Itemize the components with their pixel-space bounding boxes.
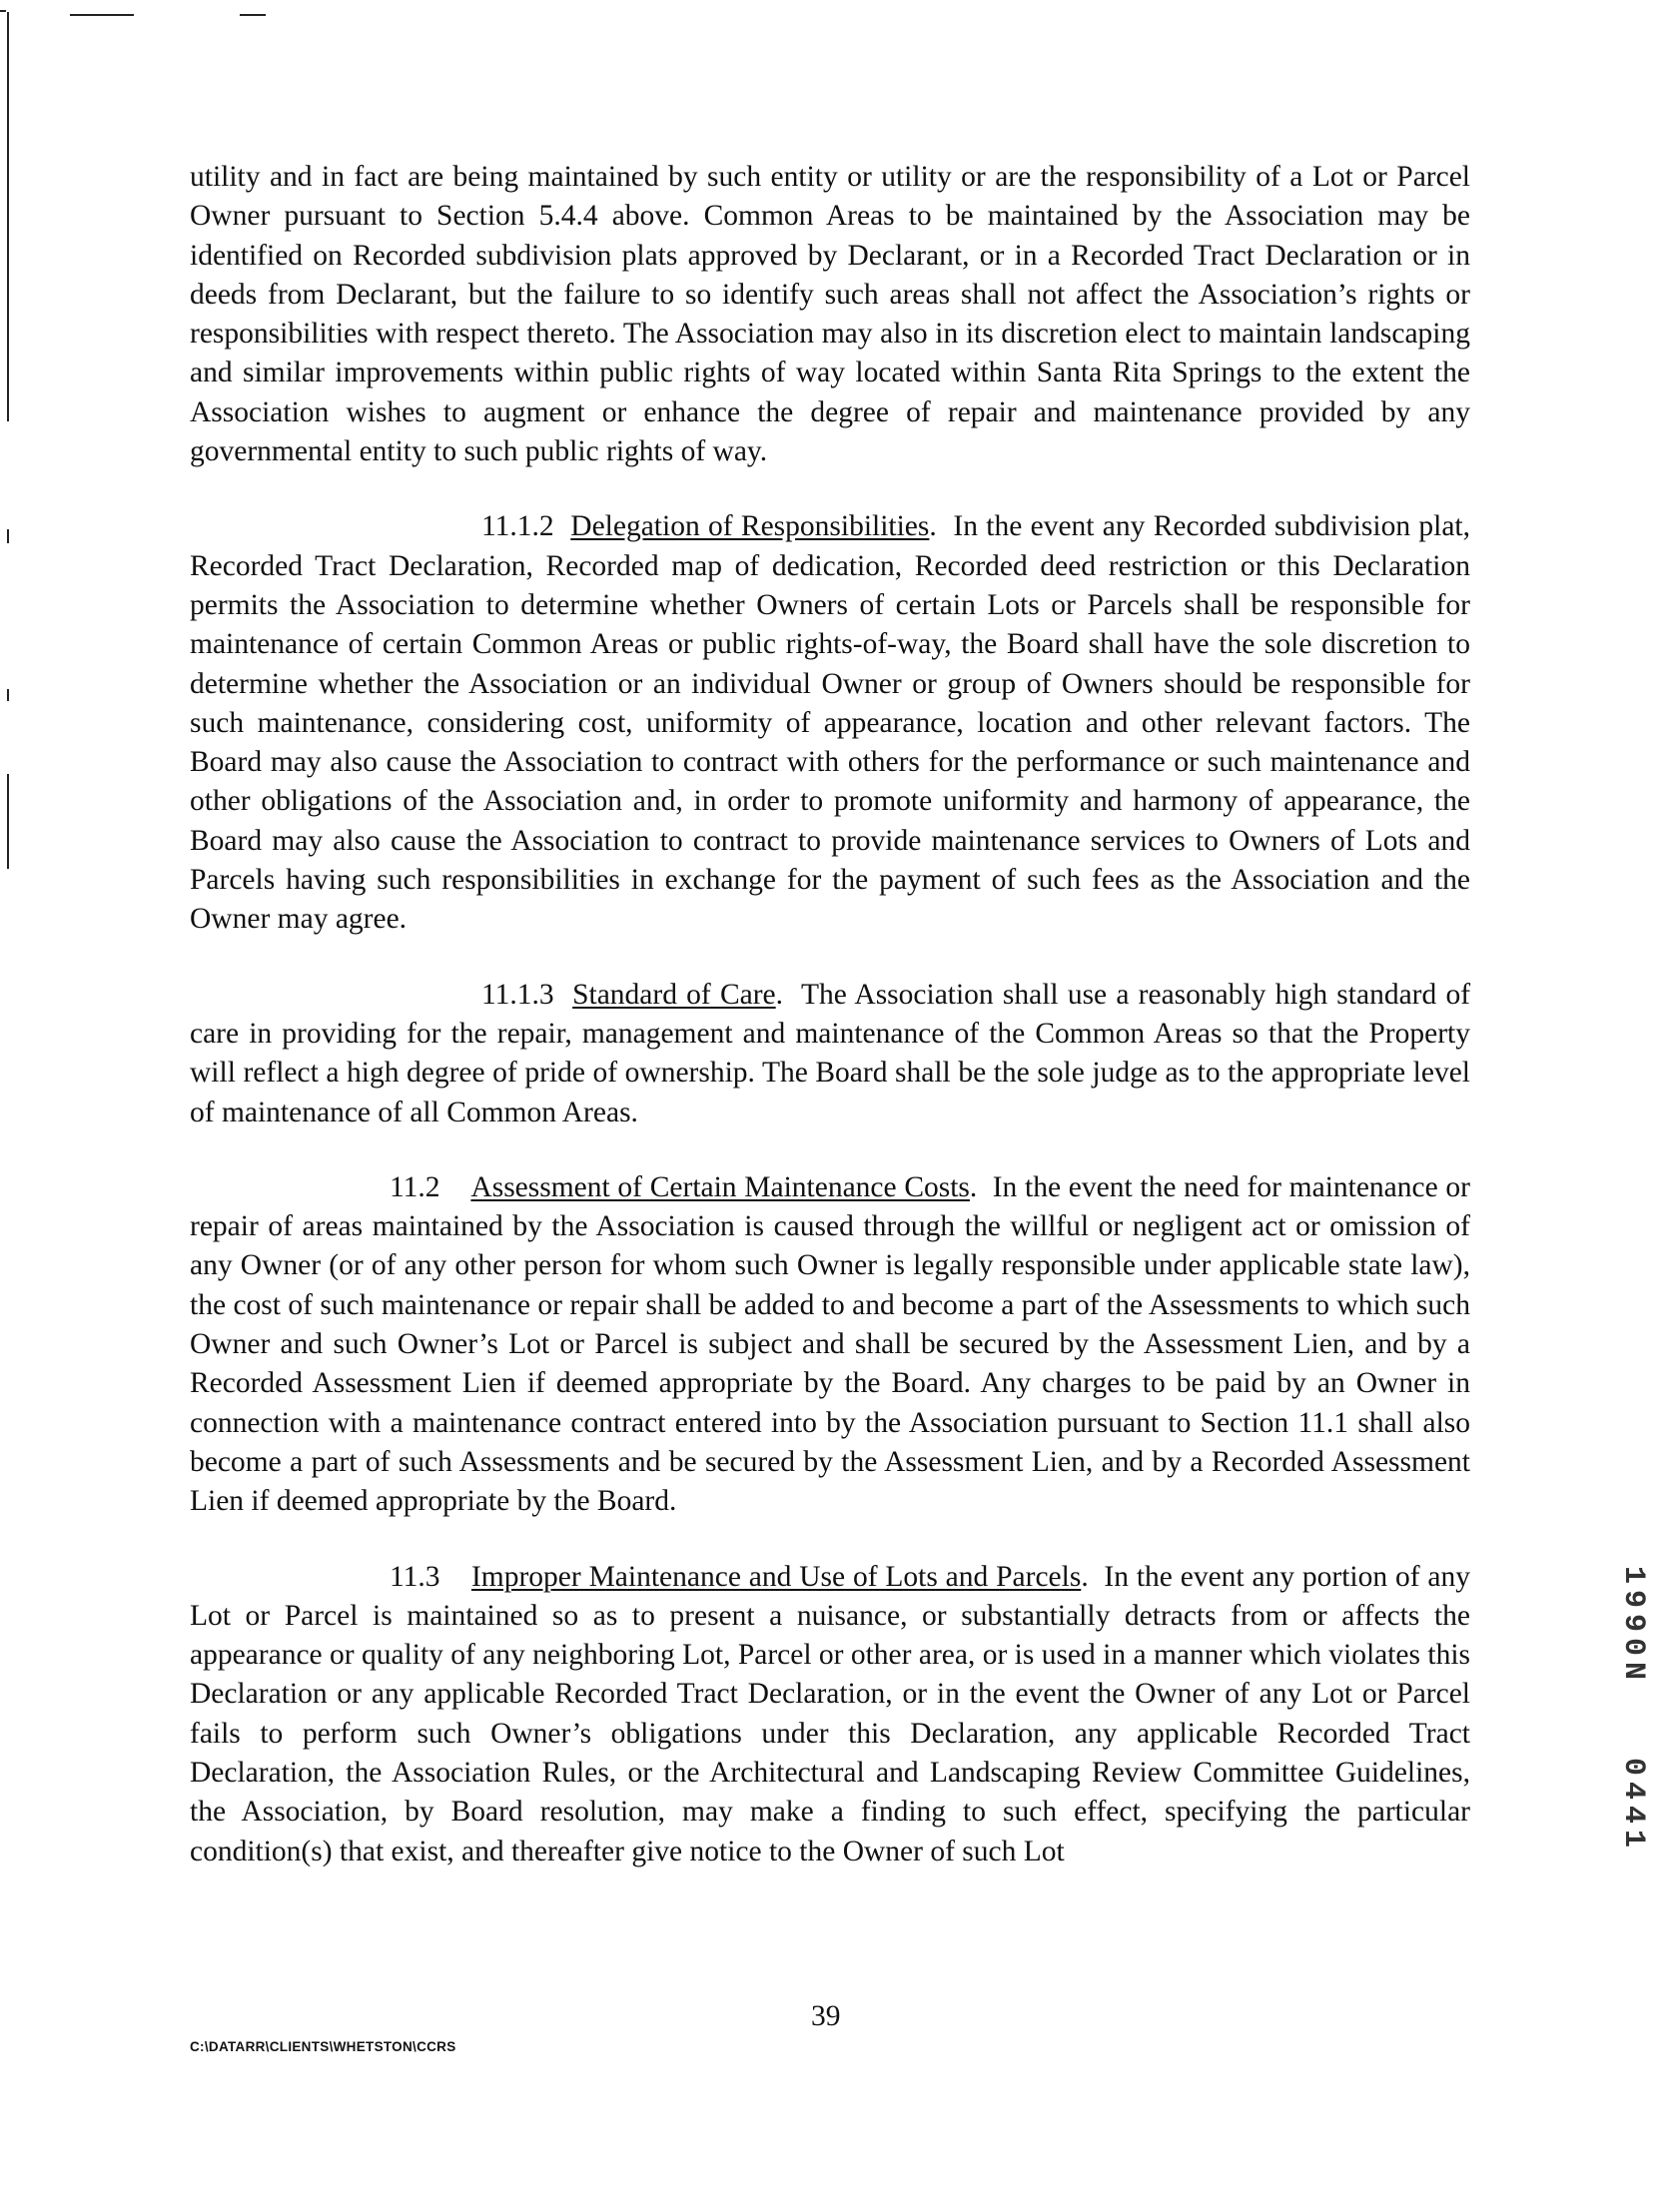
recording-stamp-lower: [1616, 1758, 1650, 1853]
scan-mark-top-dash-2: [240, 14, 266, 16]
scan-mark-left-tick-2: [7, 689, 9, 701]
file-path-footer: C:\DATARR\CLIENTS\WHETSTON\CCRS: [190, 2039, 456, 2054]
page-number: 39: [811, 2000, 841, 2032]
section-number: 11.2: [390, 1170, 440, 1203]
section-text: In the event the need for maintenance or repair of areas maintained by the Association is caused through the willful or negligent act or omission of any Owner (or of any other person for whom such Owner is legally responsible under applicable state law), the cost of such maintenance or repair shall be added to and become a part of the Assessments to which such Owner and such Owner’s Lot or Parcel is subject and shall be secured by the Assessment Lien, and by a Recorded Assessment Lien if deemed appropriate by the Board. Any charges to be paid by an Owner in connection with a maintenance contract entered into by the Association pursuant to Section 11.1 shall also become a part of such Assessments and be secured by the Assessment Lien, and by a Recorded Assessment Lien if deemed appropriate by the Board.: [190, 1170, 1471, 1518]
section-text: The Association shall use a reasonably high standard of care in providing for the repair, management and maintenance of the Common Areas so that the Property will reflect a high degree of pride of ownership. The Board shall be the sole judge as to the appropriate level of maintenance of all Common Areas.: [190, 978, 1471, 1128]
stamp-upper-text: 1990N: [1616, 1566, 1650, 1687]
section-number: 11.1.3: [481, 978, 554, 1011]
scan-mark-left-edge-2: [7, 774, 9, 869]
section-text: In the event any Recorded subdivision plat, Recorded Tract Declaration, Recorded map of dedication, Recorded deed restriction or this Declaration permits the Association to determine whether Owners of certain Lots or Parcels shall be responsible for maintenance of certain Common Areas or public rights-of-way, the Board shall have the sole discretion to determine whether the Association or an individual Owner or group of Owners should be responsible for such maintenance, considering cost, uniformity of appearance, location and other relevant factors. The Board may also cause the Association to contract with others for the performance or such maintenance and other obligations of the Association and, in order to promote uniformity and harmony of appearance, the Board may also cause the Association to contract to provide maintenance services to Owners of Lots and Parcels having such responsibilities in exchange for the payment of such fees as the Association and the Owner may agree.: [190, 510, 1471, 936]
scan-mark-left-tick-1: [7, 529, 9, 543]
section-title: Assessment of Certain Maintenance Costs: [470, 1170, 970, 1203]
document-body: [190, 158, 1470, 1907]
section-number: 11.1.2: [481, 510, 554, 543]
section-title: Standard of Care: [572, 978, 776, 1011]
section-title: Improper Maintenance and Use of Lots and Parcels: [470, 1560, 1082, 1593]
recording-stamp-upper: [1616, 1566, 1650, 1686]
section-title: Delegation of Responsibilities: [570, 510, 930, 543]
scan-mark-top-dash: [70, 14, 134, 16]
section-11-2: 11.2 Assessment of Certain Maintenance Costs. In the event the need for maintenance or repair of areas maintained by the Association is caused through the willful or negligent act or omission of any Owner (or of any other person for whom such Owner is legally responsible under applicable state law), the cost of such maintenance or repair shall be added to and become a part of the Assessments to which such Owner and such Owner’s Lot or Parcel is subject and shall be secured by the Assessment Lien, and by a Recorded Assessment Lien if deemed appropriate by the Board. Any charges to be paid by an Owner in connection with a maintenance contract entered into by the Association pursuant to Section 11.1 shall also become a part of such Assessments and be secured by the Assessment Lien, and by a Recorded Assessment Lien if deemed appropriate by the Board.: [190, 1170, 1471, 1518]
section-text: In the event any portion of any Lot or Parcel is maintained so as to present a nuisance, or substantially detracts from or affects the appearance or quality of any neighboring Lot, Parcel or other area, or is used in a manner which violates this Declaration or any applicable Recorded Tract Declaration, or in the event the Owner of any Lot or Parcel fails to perform such Owner’s obligations under this Declaration, any applicable Recorded Tract Declaration, the Association Rules, or the Architectural and Landscaping Review Committee Guidelines, the Association, by Board resolution, may make a finding to such effect, specifying the particular condition(s) that exist, and thereafter give notice to the Owner of such Lot: [190, 1560, 1471, 1867]
section-11-3: 11.3 Improper Maintenance and Use of Lots and Parcels. In the event any portion of any Lot or Parcel is maintained so as to present a nuisance, or substantially detracts from or affects the appearance or quality of any neighboring Lot, Parcel or other area, or is used in a manner which violates this Declaration or any applicable Recorded Tract Declaration, or in the event the Owner of any Lot or Parcel fails to perform such Owner’s obligations under this Declaration, any applicable Recorded Tract Declaration, the Association Rules, or the Architectural and Landscaping Review Committee Guidelines, the Association, by Board resolution, may make a finding to such effect, specifying the particular condition(s) that exist, and thereafter give notice to the Owner of such Lot: [190, 1560, 1471, 1867]
stamp-lower-text: 0441: [1616, 1758, 1650, 1854]
section-11-1-2: 11.1.2 Delegation of Responsibilities. In the event any Recorded subdivision plat, Recorded Tract Declaration, Recorded map of dedication, Recorded deed restriction or this Declaration permits the Association to determine whether Owners of certain Lots or Parcels shall be responsible for maintenance of certain Common Areas or public rights-of-way, the Board shall have the sole discretion to determine whether the Association or an individual Owner or group of Owners should be responsible for such maintenance, considering cost, uniformity of appearance, location and other relevant factors. The Board may also cause the Association to contract with others for the performance or such maintenance and other obligations of the Association and, in order to promote uniformity and harmony of appearance, the Board may also cause the Association to contract to provide maintenance services to Owners of Lots and Parcels having such responsibilities in exchange for the payment of such fees as the Association and the Owner may agree.: [190, 510, 1471, 936]
section-number: 11.3: [390, 1560, 440, 1593]
paragraph-intro: utility and in fact are being maintained by such entity or utility or are the responsibility of a Lot or Parcel Owner pursuant to Section 5.4.4 above. Common Areas to be maintained by the Association may be identified on Recorded subdivision plats approved by Declarant, or in a Recorded Tract Declaration or in deeds from Declarant, but the failure to so identify such areas shall not affect the Association’s rights or responsibilities with respect thereto. The Association may also in its discretion elect to maintain landscaping and similar improvements within public rights of way located within Santa Rita Springs to the extent the Association wishes to augment or enhance the degree of repair and maintenance provided by any governmental entity to such public rights of way.: [190, 161, 1470, 468]
section-11-1-3: 11.1.3 Standard of Care. The Association shall use a reasonably high standard of care in providing for the repair, management and maintenance of the Common Areas so that the Property will reflect a high degree of pride of ownership. The Board shall be the sole judge as to the appropriate level of maintenance of all Common Areas.: [190, 978, 1471, 1128]
scan-mark-left-edge-1: [7, 12, 9, 421]
scan-mark-top-left: [0, 10, 6, 12]
